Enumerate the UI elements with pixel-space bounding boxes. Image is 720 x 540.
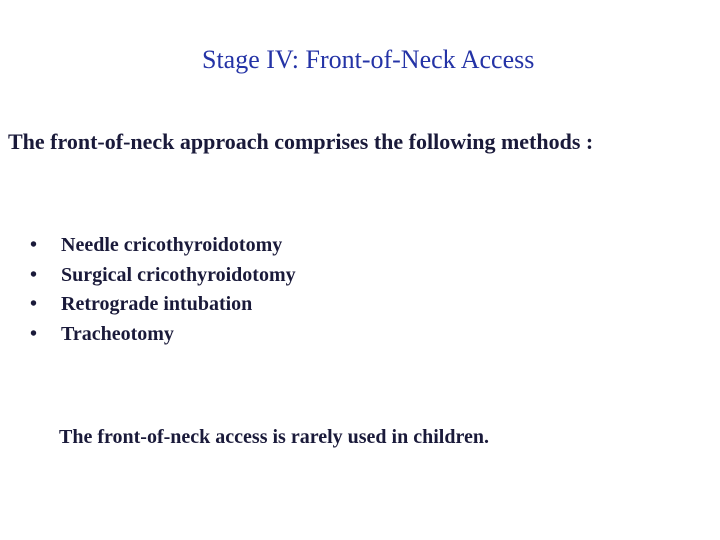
list-item (30, 231, 296, 261)
method-label: Surgical cricothyroidotomy (61, 263, 296, 286)
list-item (30, 290, 296, 320)
method-label: Tracheotomy (61, 322, 174, 345)
slide-title: Stage IV: Front-of-Neck Access (202, 45, 535, 74)
list-item (30, 320, 296, 350)
method-list (30, 231, 296, 349)
method-label: Retrograde intubation (61, 293, 253, 315)
footnote-text: The front-of-neck access is rarely used in children. (59, 426, 489, 448)
bullet-icon: • (30, 234, 38, 256)
bullet-icon: • (30, 322, 38, 345)
intro-text: The front-of-neck approach comprises the following methods : (8, 129, 594, 154)
list-item (30, 261, 296, 291)
bullet-icon: • (30, 293, 38, 315)
method-label: Needle cricothyroidotomy (61, 234, 283, 256)
bullet-icon: • (30, 263, 38, 286)
